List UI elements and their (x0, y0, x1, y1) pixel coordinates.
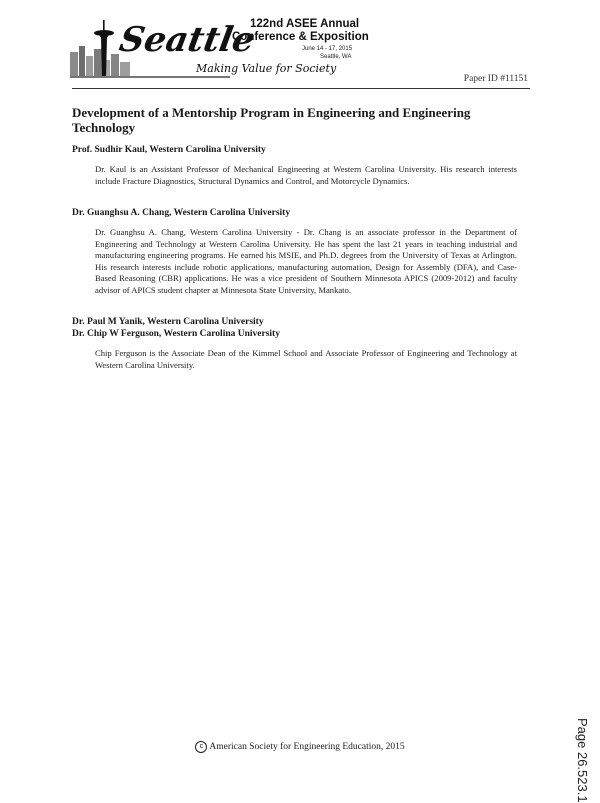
tagline: Making Value for Society (196, 62, 337, 75)
conference-location: Seattle, WA (320, 54, 352, 60)
footer-text: American Society for Engineering Education, 2015 (209, 742, 405, 753)
paper-id: Paper ID #11151 (463, 74, 528, 84)
city-script: Seattle (116, 20, 258, 60)
author-bio: Dr. Kaul is an Assistant Professor of Mechanical Engineering at Western Carolina University. His research interests include Fracture Diagnostics, Structural Dynamics and Control, and Motorcycle Dynamics. (95, 164, 517, 186)
author-name: Dr. Guanghsu A. Chang, Western Carolina University (72, 208, 291, 218)
author-bio: Dr. Guanghsu A. Chang, Western Carolina University - Dr. Chang is an associate professor in the Department of Engineering and Technology at Western Carolina University. He has spent the last 21 years in teaching industrial and manufacturing engineering programs. He earned his MSIE, and Ph.D. degrees from the University of Texas at Arlington. His research interests include robotic applications, manufacturing automation, Design for Assembly (DFA), and Case-Based Reasoning (CBR) applications. He was a vice president of Southern Minnesota APICS (2009-2012) and faculty advisor of APICS student chapter at Minnesota State University, Mankato. (95, 227, 517, 295)
author-bio: Chip Ferguson is the Associate Dean of the Kimmel School and Associate Professor of Engineering and Technology at Western Carolina University. (95, 348, 517, 370)
conference-dates: June 14 - 17, 2015 (302, 46, 353, 52)
paper-title: Development of a Mentorship Program in Engineering and Engineering Technology (72, 105, 471, 135)
author-name: Dr. Chip W Ferguson, Western Carolina University (72, 329, 280, 339)
copyright-icon: c (195, 741, 207, 753)
conference-title-line1: 122nd ASEE Annual (250, 18, 360, 30)
author-name: Dr. Paul M Yanik, Western Carolina University (72, 317, 264, 327)
author-name: Prof. Sudhir Kaul, Western Carolina University (72, 145, 266, 155)
header-divider (72, 88, 530, 89)
page-number: Page 26.523.1 (575, 718, 590, 803)
footer (0, 741, 600, 753)
conference-title-line2: Conference & Exposition (232, 31, 369, 43)
